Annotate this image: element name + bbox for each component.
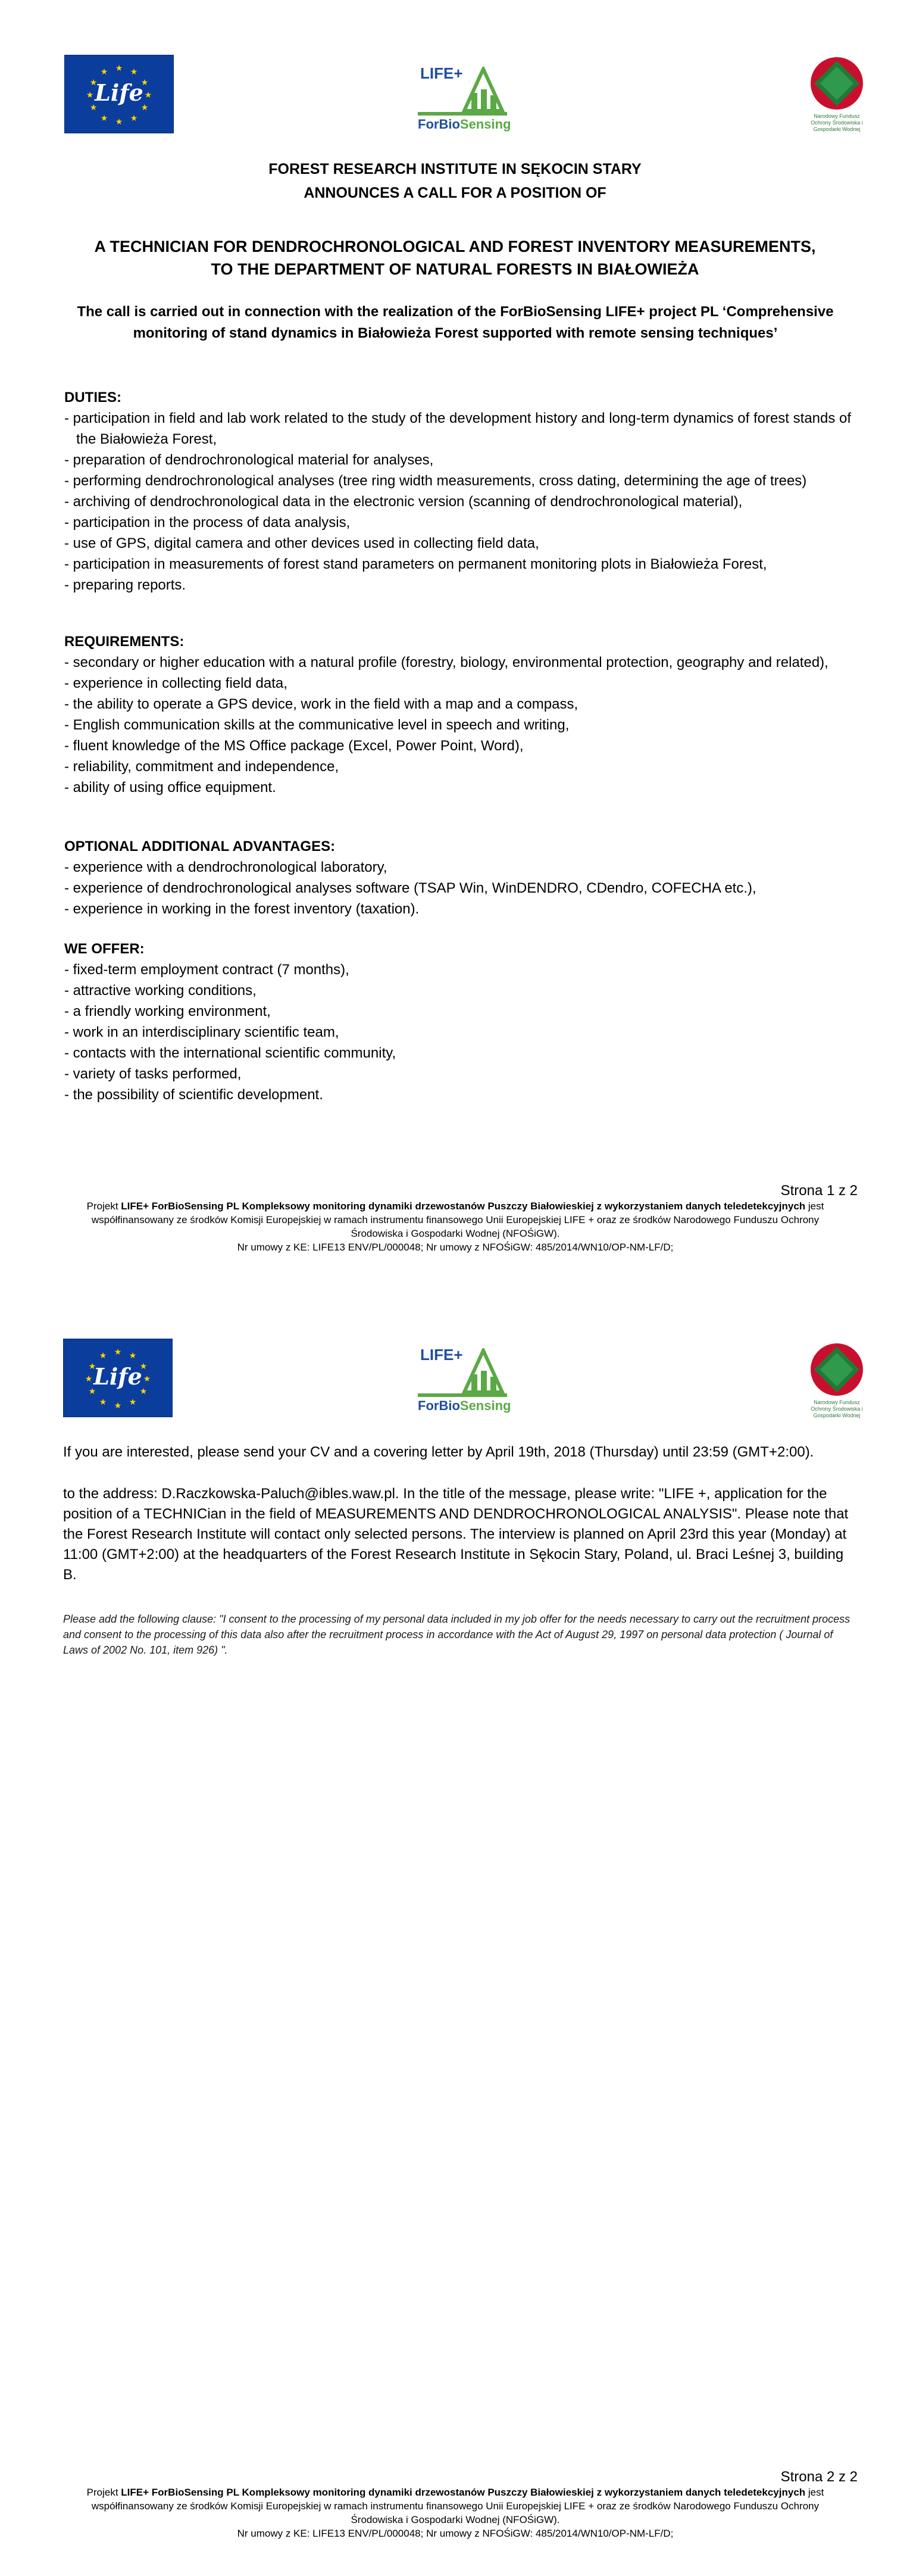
svg-text:★: ★ bbox=[88, 1387, 96, 1396]
footer-contract: Nr umowy z KE: LIFE13 ENV/PL/000048; Nr umowy z NFOŚiGW: 485/2014/WN10/OP-NM-LF/D; bbox=[237, 2528, 674, 2539]
announcement-title: ANNOUNCES A CALL FOR A POSITION OF bbox=[304, 185, 606, 201]
logo-divider bbox=[418, 1393, 507, 1397]
list-item: - variety of tasks performed, bbox=[64, 1066, 242, 1082]
list-item: - participation in measurements of forest stand parameters on permanent monitoring plots in Białowieża Forest, bbox=[64, 556, 767, 572]
footer-contract: Nr umowy z KE: LIFE13 ENV/PL/000048; Nr umowy z NFOŚiGW: 485/2014/WN10/OP-NM-LF/D; bbox=[237, 1242, 674, 1253]
duties-heading: DUTIES: bbox=[64, 389, 121, 406]
page-number: Strona 2 z 2 bbox=[780, 2469, 858, 2485]
nfosigw-logo bbox=[807, 55, 867, 144]
svg-text:★: ★ bbox=[100, 114, 108, 123]
list-item: - performing dendrochronological analyses (tree ring width measurements, cross dating, determining the age of trees) bbox=[64, 473, 807, 489]
list-item: - experience of dendrochronological analyses software (TSAP Win, WinDENDRO, CDendro, COFECHA etc.), bbox=[64, 880, 756, 896]
svg-text:★: ★ bbox=[129, 1351, 137, 1361]
list-item: - the possibility of scientific development. bbox=[64, 1087, 323, 1103]
position-title-line-2: TO THE DEPARTMENT OF NATURAL FORESTS IN BIAŁOWIEŻA bbox=[211, 260, 699, 278]
svg-text:★: ★ bbox=[144, 91, 152, 100]
forest-house-icon bbox=[459, 1348, 507, 1393]
life-logo-text: Life bbox=[93, 1363, 142, 1390]
svg-text:★: ★ bbox=[88, 1362, 96, 1371]
svg-text:★: ★ bbox=[114, 1348, 122, 1357]
svg-text:★: ★ bbox=[130, 67, 138, 77]
list-item: - archiving of dendrochronological data in the electronic version (scanning of dendrochronological material), bbox=[64, 494, 743, 510]
list-item: - ability of using office equipment. bbox=[64, 779, 276, 796]
page-1 bbox=[0, 0, 910, 1286]
life-plus-label: LIFE+ bbox=[420, 1346, 463, 1364]
svg-text:★: ★ bbox=[100, 67, 108, 77]
nfosigw-logo bbox=[807, 1341, 867, 1430]
logo-divider bbox=[418, 112, 507, 116]
svg-text:★: ★ bbox=[99, 1351, 107, 1361]
advantages-heading: OPTIONAL ADDITIONAL ADVANTAGES: bbox=[64, 838, 336, 854]
data-consent-clause: Please add the following clause: "I consent to the processing of my personal data included in my job offer for the needs necessary to carry out the recruitment process and consent to the processing of this data also after the recruitment process in accordance with the Act of August 29, 1997 on personal data protection ( Journal of Laws of 2002 No. 101, item 926) ". bbox=[63, 1613, 850, 1656]
list-item: - experience with a dendrochronological laboratory, bbox=[64, 859, 387, 875]
list-item: - attractive working conditions, bbox=[64, 983, 257, 999]
forbio-text: ForBio bbox=[418, 1398, 460, 1413]
forbiosensing-logo bbox=[418, 64, 511, 136]
svg-text:★: ★ bbox=[129, 1398, 137, 1407]
list-item: - fixed-term employment contract (7 months), bbox=[64, 962, 349, 978]
svg-text:★: ★ bbox=[114, 1401, 122, 1411]
sensing-text: Sensing bbox=[459, 1398, 511, 1413]
footer-project-name: LIFE+ ForBioSensing PL Kompleksowy monitoring dynamiki drzewostanów Puszczy Białowieskiej z wykorzystaniem danych teledetekcyjnych bbox=[121, 1200, 806, 1212]
life-plus-label: LIFE+ bbox=[420, 64, 463, 82]
duties-list bbox=[64, 408, 856, 595]
project-footer bbox=[71, 1199, 839, 1254]
life-logo-text: Life bbox=[95, 79, 143, 106]
svg-text:★: ★ bbox=[86, 91, 94, 100]
list-item: - contacts with the international scientific community, bbox=[64, 1045, 396, 1061]
duties-section bbox=[64, 387, 856, 595]
list-item: - fluent knowledge of the MS Office package (Excel, Power Point, Word), bbox=[64, 738, 524, 754]
project-intro: The call is carried out in connection with the realization of the ForBioSensing LIFE+ project PL ‘Comprehensive monitoring of stand dynamics in Białowieża Forest supported with remote sensing techniques’ bbox=[77, 304, 834, 341]
list-item: - secondary or higher education with a natural profile (forestry, biology, environmental protection, geography and related), bbox=[64, 654, 828, 670]
svg-text:★: ★ bbox=[139, 1387, 148, 1396]
list-item: - experience in collecting field data, bbox=[64, 675, 287, 691]
list-item: - preparing reports. bbox=[64, 577, 186, 593]
nfos-caption: Narodowy Fundusz Ochrony Środowiska i Gospodarki Wodnej bbox=[811, 1399, 863, 1418]
nfos-emblem-icon bbox=[807, 55, 867, 112]
application-instructions: If you are interested, please send your CV and a covering letter by April 19th, 2018 (Thursday) until 23:59 (GMT+2:00). bbox=[63, 1444, 814, 1460]
svg-text:★: ★ bbox=[143, 1374, 151, 1384]
nfos-caption: Narodowy Fundusz Ochrony Środowiska i Gospodarki Wodnej bbox=[811, 113, 863, 132]
svg-text:★: ★ bbox=[139, 1362, 148, 1371]
svg-text:★: ★ bbox=[99, 1398, 107, 1407]
footer-project-name: LIFE+ ForBioSensing PL Kompleksowy monitoring dynamiki drzewostanów Puszczy Białowieskiej z wykorzystaniem danych teledetekcyjnych bbox=[121, 2487, 806, 2498]
requirements-list bbox=[64, 652, 856, 798]
application-address: to the address: D.Raczkowska-Paluch@ibles.waw.pl. In the title of the message, please write: "LIFE +, application for the position of a TECHNICian in the field of MEASUREMENTS AND DENDROCHRONOLOGICAL ANALYSIS". Please note that the Forest Research Institute will contact only selected persons. The interview is planned on April 23rd this year (Monday) at 11:00 (GMT+2:00) at the headquarters of the Forest Research Institute in Sękocin Stary, Poland, ul. Braci Leśnej 3, building B. bbox=[63, 1486, 849, 1583]
forest-house-icon bbox=[459, 67, 507, 112]
list-item: - work in an interdisciplinary scientific team, bbox=[64, 1024, 339, 1040]
list-item: - use of GPS, digital camera and other devices used in collecting field data, bbox=[64, 535, 539, 551]
eu-life-logo bbox=[64, 55, 174, 133]
project-footer bbox=[71, 2485, 839, 2540]
svg-text:★: ★ bbox=[85, 1374, 93, 1384]
eu-life-logo bbox=[63, 1339, 173, 1417]
position-title-line-1: A TECHNICIAN FOR DENDROCHRONOLOGICAL AND FOREST INVENTORY MEASUREMENTS, bbox=[94, 238, 816, 255]
list-item: - participation in field and lab work related to the study of the development history and long-term dynamics of forest stands of the Białowieża Forest, bbox=[64, 410, 852, 447]
footer-funding: jest współfinansowany ze środków Komisji Europejskiej w ramach instrumentu finansowego Unii Europejskiej LIFE + oraz ze środków Narodowego Funduszu Ochrony Środowiska i Gospodarki Wodnej (NFOŚiGW). bbox=[91, 1200, 824, 1239]
offer-list bbox=[64, 959, 856, 1105]
svg-text:★: ★ bbox=[115, 117, 123, 127]
nfos-emblem-icon bbox=[807, 1341, 867, 1398]
footer-funding: jest współfinansowany ze środków Komisji Europejskiej w ramach instrumentu finansowego Unii Europejskiej LIFE + oraz ze środków Narodowego Funduszu Ochrony Środowiska i Gospodarki Wodnej (NFOŚiGW). bbox=[91, 2487, 824, 2525]
forbiosensing-logo bbox=[418, 1346, 511, 1417]
footer-prefix: Projekt bbox=[86, 1200, 121, 1212]
advantages-section bbox=[64, 836, 856, 919]
offer-section bbox=[64, 938, 856, 1105]
forbiosensing-name bbox=[418, 117, 511, 132]
footer-prefix: Projekt bbox=[86, 2487, 121, 2498]
requirements-heading: REQUIREMENTS: bbox=[64, 634, 184, 650]
list-item: - a friendly working environment, bbox=[64, 1003, 271, 1019]
forbio-text: ForBio bbox=[418, 117, 460, 132]
svg-text:★: ★ bbox=[89, 78, 98, 88]
list-item: - reliability, commitment and independence, bbox=[64, 759, 339, 775]
list-item: - the ability to operate a GPS device, work in the field with a map and a compass, bbox=[64, 696, 578, 712]
list-item: - English communication skills at the communicative level in speech and writing, bbox=[64, 717, 570, 733]
svg-text:★: ★ bbox=[140, 103, 149, 113]
offer-heading: WE OFFER: bbox=[64, 941, 145, 957]
institute-title: FOREST RESEARCH INSTITUTE IN SĘKOCIN STARY bbox=[268, 161, 642, 177]
svg-text:★: ★ bbox=[115, 64, 123, 73]
list-item: - experience in working in the forest inventory (taxation). bbox=[64, 901, 420, 917]
list-item: - preparation of dendrochronological material for analyses, bbox=[64, 452, 434, 468]
svg-text:★: ★ bbox=[130, 114, 138, 123]
requirements-section bbox=[64, 631, 856, 798]
svg-text:★: ★ bbox=[140, 78, 149, 88]
forbiosensing-name bbox=[418, 1398, 511, 1414]
page-2 bbox=[0, 1286, 910, 2576]
list-item: - participation in the process of data analysis, bbox=[64, 514, 351, 531]
svg-text:★: ★ bbox=[89, 103, 98, 113]
page-number: Strona 1 z 2 bbox=[780, 1183, 858, 1199]
sensing-text: Sensing bbox=[459, 117, 511, 132]
advantages-list bbox=[64, 857, 856, 919]
